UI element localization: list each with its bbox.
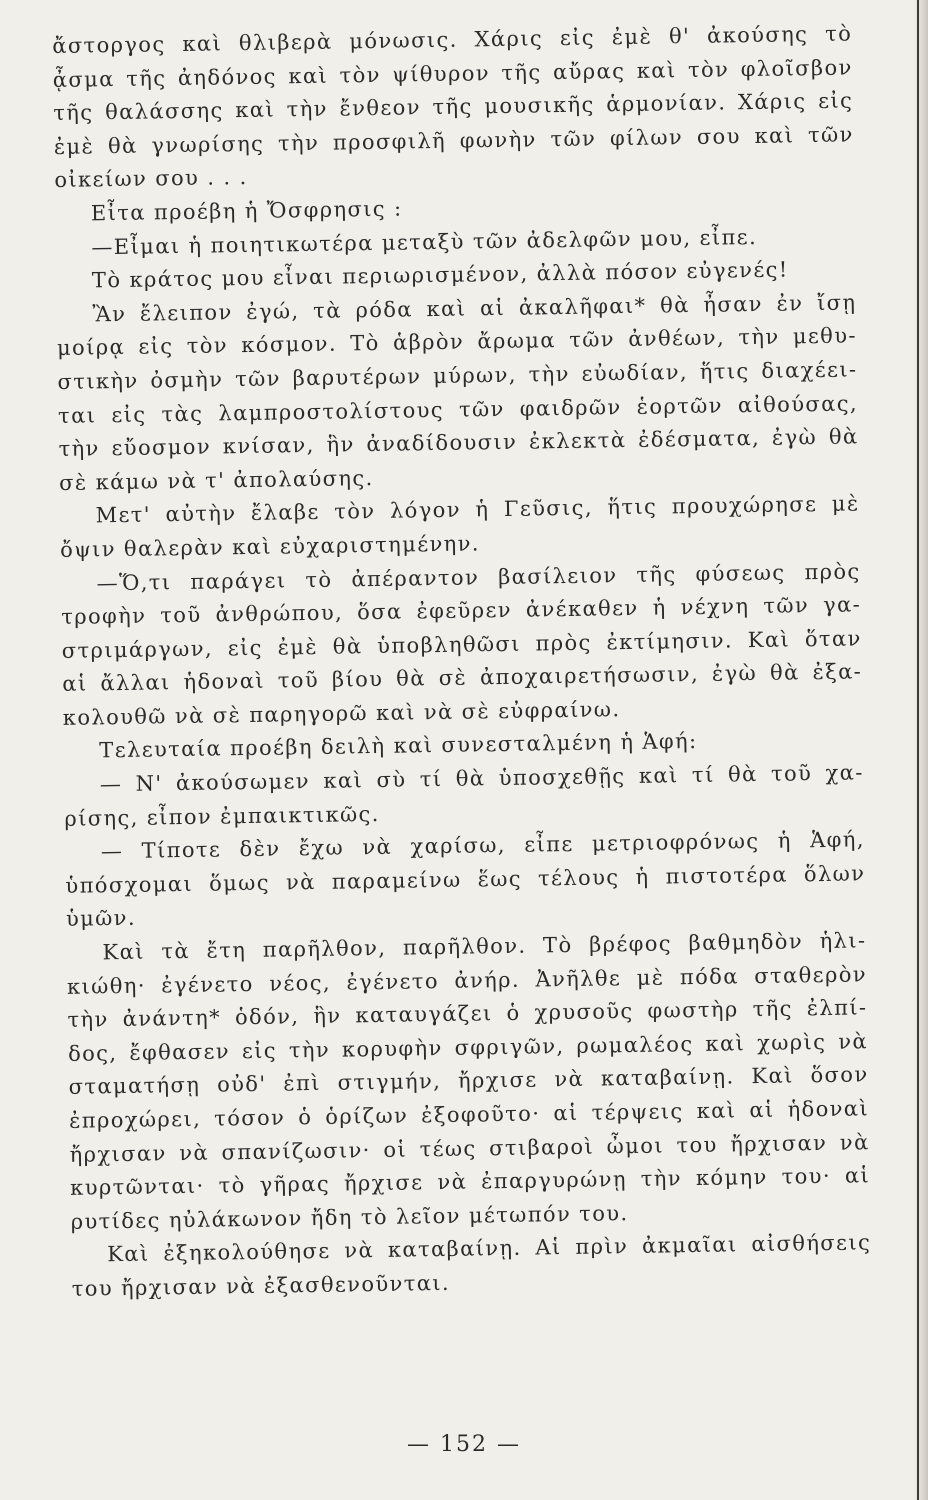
text-line: Καὶ ἐξηκολούθησε νὰ καταβαίνῃ. Αἱ πρὶν ἀκμαῖαι αἰσθήσεις <box>107 1230 872 1267</box>
text-line: —Ὅ,τι παράγει τὸ ἀπέραντον βασίλειον τῆς φύσεως πρὸς <box>96 558 861 595</box>
text-line: Τὸ κράτος μου εἶναι περιωρισμένον, ἀλλὰ πόσον εὐγενές! <box>91 257 789 293</box>
text-line: — Τίποτε δὲν ἔχω νὰ χαρίσω, εἶπε μετριοφρόνως ἡ Ἁφή, <box>100 827 866 864</box>
text-line: μοίρᾳ εἰς τὸν κόσμον. Τὸ ἁβρὸν ἄρωμα τῶν ἀνθέων, τὴν μεθυ- <box>56 323 858 361</box>
text-line: Τελευταία προέβη δειλὴ καὶ συνεσταλμένη ἡ Ἁφή: <box>99 729 698 763</box>
text-line: Μετ' αὐτὴν ἔλαβε τὸν λόγον ἡ Γεῦσις, ἥτις προυχώρησε μὲ <box>95 491 860 528</box>
page-body <box>52 17 872 1306</box>
text-line: τῆς θαλάσσης καὶ τὴν ἔνθεον τῆς μουσικῆς ἁρμονίαν. Χάρις εἰς <box>53 88 854 126</box>
text-line: σὲ κάμω νὰ τ' ἀπολαύσης. <box>58 465 374 495</box>
text-line: οἰκείων σου . . . <box>54 165 248 193</box>
text-line: τὴν ἀνάντη* ὁδόν, ἣν καταυγάζει ὁ χρυσοῦς φωστὴρ τῆς ἐλπί- <box>67 995 868 1033</box>
text-line: τροφὴν τοῦ ἀνθρώπου, ὅσα ἐφεῦρεν ἀνέκαθεν ἡ νέχνη τῶν γα- <box>61 592 862 630</box>
page-number: — 152 — <box>407 1432 521 1457</box>
text-line: — Ν' ἀκούσωμεν καὶ σὺ τί θὰ ὑποσχεθῇς καὶ τί θὰ τοῦ χα- <box>99 760 864 797</box>
text-line: ὑπόσχομαι ὅμως νὰ παραμείνω ἕως τέλους ἡ πιστοτέρα ὅλων <box>65 861 866 898</box>
text-line: Καὶ τὰ ἔτη παρῆλθον, παρῆλθον. Τὸ βρέφος βαθμηδὸν ἡλι- <box>102 928 867 965</box>
text-line: Εἶτα προέβη ἡ Ὄσφρησις : <box>90 196 403 226</box>
text-line: κολουθῶ νὰ σὲ παρηγορῶ καὶ νὰ σὲ εὐφραίνω. <box>62 697 621 730</box>
text-line: κιώθη· ἐγένετο νέος, ἐγένετο ἀνήρ. Ἀνῆλθε μὲ πόδα σταθερὸν <box>66 961 868 999</box>
text-line: —Εἶμαι ἡ ποιητικωτέρα μεταξὺ τῶν ἀδελφῶν μου, εἶπε. <box>91 224 758 259</box>
text-line: στριμάργων, εἰς ἐμὲ θὰ ὑποβληθῶσι πρὸς ἐκτίμησιν. Καὶ ὅταν <box>61 626 862 663</box>
text-line: δος, ἔφθασεν εἰς τὴν κορυφὴν σφριγῶν, ρωμαλέος καὶ χωρὶς νὰ <box>67 1029 869 1066</box>
text-line: ἄστοργος καὶ θλιβερὰ μόνωσις. Χάρις εἰς ἐμὲ θ' ἀκούσης τὸ <box>52 21 853 58</box>
text-line: του ἤρχισαν νὰ ἐξασθενοῦνται. <box>71 1270 451 1301</box>
text-line: τὴν εὔοσμον κνίσαν, ἣν ἀναδίδουσιν ἐκλεκτὰ ἐδέσματα, ἐγὼ θὰ <box>58 424 859 462</box>
text-line: σταματήσῃ οὐδ' ἐπὶ στιγμήν, ἤρχισε νὰ καταβαίνῃ. Καὶ ὅσον <box>68 1062 869 1100</box>
text-line: ὑμῶν. <box>65 906 137 932</box>
text-line: αἱ ἄλλαι ἡδοναὶ τοῦ βίου θὰ σὲ ἀποχαιρετήσωσιν, ἐγὼ θὰ ἐξα- <box>62 659 863 697</box>
text-line: ἤρχισαν νὰ σπανίζωσιν· οἱ τέως στιβαροὶ ὦμοι του ἤρχισαν νὰ <box>69 1129 870 1167</box>
text-line: ᾆσμα τῆς ἀηδόνος καὶ τὸν ψίθυρον τῆς αὔρας καὶ τὸν φλοῖσβον <box>52 55 853 92</box>
text-line: ρυτίδες ηὐλάκωνον ἤδη τὸ λεῖον μέτωπόν του. <box>70 1200 629 1234</box>
text-line: ρίσης, εἶπον ἐμπαικτικῶς. <box>64 801 380 831</box>
text-line: στικὴν ὀσμὴν τῶν βαρυτέρων μύρων, τὴν εὐωδίαν, ἥτις διαχέει- <box>57 357 858 394</box>
text-line: Ἂν ἔλειπον ἐγώ, τὰ ρόδα καὶ αἱ ἀκαλῆφαι* θὰ ἦσαν ἐν ἴσῃ <box>92 290 857 327</box>
text-line: ται εἰς τὰς λαμπροστολίστους τῶν φαιδρῶν ἑορτῶν αἰθούσας, <box>57 390 859 428</box>
text-line: κυρτῶνται· τὸ γῆρας ἤρχισε νὰ ἐπαργυρώνῃ τὴν κόμην του· αἱ <box>70 1163 871 1201</box>
text-line: ἐπροχώρει, τόσον ὁ ὁρίζων ἐξοφοῦτο· αἱ τέρψεις καὶ αἱ ἡδοναὶ <box>68 1096 870 1133</box>
page-edge-line <box>917 0 919 1500</box>
text-line: ὄψιν θαλερὰν καὶ εὐχαριστημένην. <box>59 531 481 562</box>
text-line: ἐμὲ θὰ γνωρίσης τὴν προσφιλῆ φωνὴν τῶν φίλων σου καὶ τῶν <box>53 122 854 159</box>
